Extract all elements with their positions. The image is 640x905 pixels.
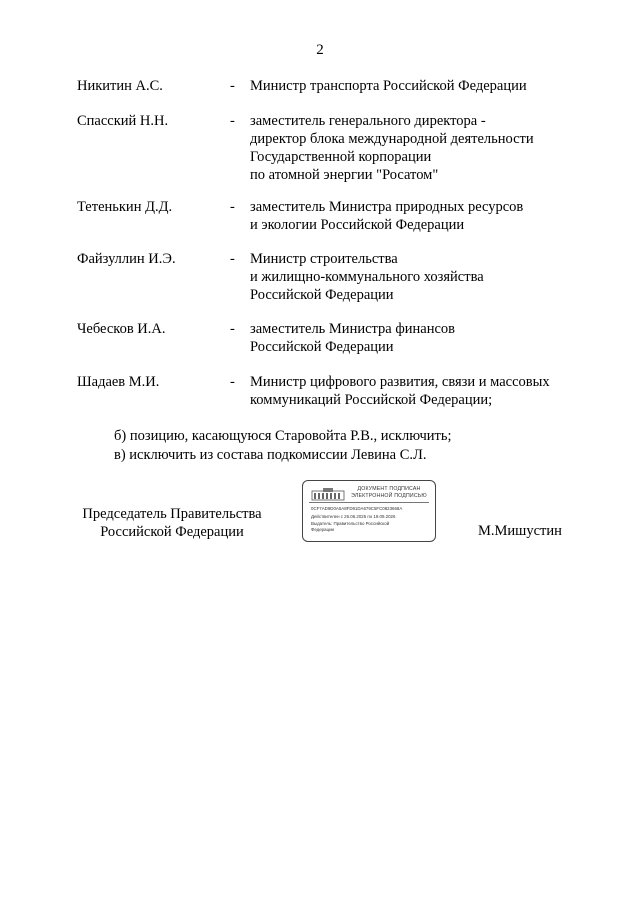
role-line: директор блока международной деятельности: [250, 131, 534, 147]
role-line: Государственной корпорации: [250, 149, 432, 165]
role-line: Министр транспорта Российской Федерации: [250, 78, 527, 94]
role-line: заместитель генерального директора -: [250, 113, 486, 129]
role-line: по атомной энергии "Росатом": [250, 167, 439, 183]
government-building-icon: [311, 487, 345, 501]
member-dash: -: [230, 199, 235, 215]
stamp-issuer: Выдатель: Правительство Российской: [311, 521, 390, 526]
stamp-certificate: 0CF7AD9D0A5A8FD91DA679C5FC0823668A: [311, 506, 403, 511]
list-item: б) позицию, касающуюся Старовойта Р.В., исключить;: [114, 428, 452, 444]
member-role: [250, 77, 620, 95]
member-name: Шадаев М.И.: [77, 374, 160, 390]
member-dash: -: [230, 78, 235, 94]
list-item: в) исключить из состава подкомиссии Левина С.Л.: [114, 447, 427, 463]
member-dash: -: [230, 321, 235, 337]
member-name: Файзуллин И.Э.: [77, 251, 176, 267]
signatory-title: [77, 505, 267, 541]
page-number: 2: [316, 42, 324, 58]
member-role: [250, 320, 620, 356]
role-line: и жилищно-коммунального хозяйства: [250, 269, 484, 285]
member-name: Тетенькин Д.Д.: [77, 199, 173, 215]
member-role: [250, 250, 620, 304]
member-dash: -: [230, 374, 235, 390]
stamp-heading: [347, 486, 431, 499]
stamp-heading-line: ДОКУМЕНТ ПОДПИСАН: [357, 486, 421, 492]
signatory-title-line: Российской Федерации: [100, 524, 244, 540]
signatory-name: М.Мишустин: [478, 523, 562, 539]
member-dash: -: [230, 113, 235, 129]
stamp-validity: Действителен с 26.06.2025 по 19.09.2026: [311, 514, 396, 519]
role-line: Министр цифрового развития, связи и массовых: [250, 374, 550, 390]
electronic-signature-stamp: [302, 480, 436, 542]
stamp-heading-line: ЭЛЕКТРОННОЙ ПОДПИСЬЮ: [351, 492, 427, 499]
stamp-divider: [309, 502, 429, 503]
member-dash: -: [230, 251, 235, 267]
role-line: заместитель Министра финансов: [250, 321, 455, 337]
member-name: Спасский Н.Н.: [77, 113, 169, 129]
role-line: заместитель Министра природных ресурсов: [250, 199, 524, 215]
member-name: Чебесков И.А.: [77, 321, 166, 337]
member-role: [250, 198, 620, 234]
member-name: Никитин А.С.: [77, 78, 163, 94]
role-line: Министр строительства: [250, 251, 398, 267]
role-line: и экологии Российской Федерации: [250, 217, 465, 233]
role-line: Российской Федерации: [250, 287, 394, 303]
role-line: Российской Федерации: [250, 339, 394, 355]
role-line: коммуникаций Российской Федерации;: [250, 392, 493, 408]
member-role: [250, 112, 620, 184]
stamp-issuer: Федерации: [311, 527, 334, 532]
signatory-title-line: Председатель Правительства: [82, 506, 262, 522]
member-role: [250, 373, 620, 409]
